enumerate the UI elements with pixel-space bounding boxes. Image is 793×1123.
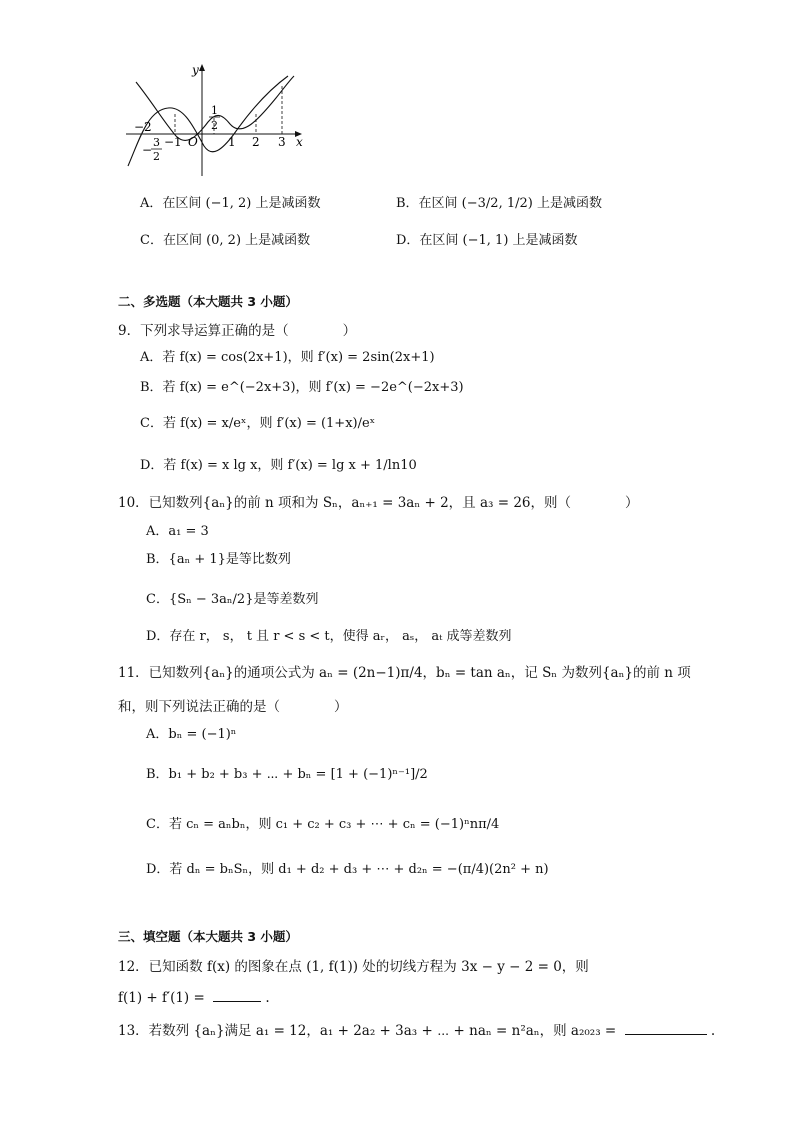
q10-option-d: D．存在 r， s， t 且 r < s < t，使得 aᵣ， aₛ， aₜ 成等差数列 [146,629,512,644]
q11-option-c: C．若 cₙ = aₙbₙ，则 c₁ + c₂ + c₃ + ⋯ + cₙ = (−1)ⁿnπ/4 [146,817,500,832]
q12-period: . [265,990,270,1006]
section-heading-multiple-choice: 二、多选题（本大题共 3 小题） [118,294,298,309]
q11-option-d: D．若 dₙ = bₙSₙ，则 d₁ + d₂ + d₃ + ⋯ + d₂ₙ = −(π/4)(2n² + n) [146,862,549,877]
frac-half-num: 1 [211,104,218,117]
y-axis-label: y [192,63,199,77]
q13-period: . [710,1023,716,1039]
q8-option-b: B．在区间 (−3/2, 1/2) 上是减函数 [396,196,602,211]
frac-neg32-sign: − [142,143,153,157]
q13-answer-blank[interactable] [625,1022,707,1035]
q10-option-b: B．{aₙ + 1}是等比数列 [146,552,291,567]
q10-stem: 10．已知数列{aₙ}的前 n 项和为 Sₙ，aₙ₊₁ = 3aₙ + 2，且 a₃ = 26，则（ ） [118,495,639,511]
q10-option-a: A．a₁ = 3 [146,524,209,539]
tick-3: 3 [278,135,286,149]
q11-option-a: A．bₙ = (−1)ⁿ [146,727,237,742]
frac-neg32-num: 3 [153,136,160,149]
q13-expression: 13．若数列 {aₙ}满足 a₁ = 12，a₁ + 2a₂ + 3a₃ + ⋯ + naₙ = n²aₙ，则 a₂₀₂₃ = [118,1023,617,1039]
tick-neg1: −1 [164,135,182,149]
q9-option-d: D．若 f(x) = x lg x，则 f′(x) = lg x + 1/ln10 [140,458,417,473]
tick-1: 1 [228,135,236,149]
q11-option-b: B．b₁ + b₂ + b₃ + ⋯ + bₙ = [1 + (−1)ⁿ⁻¹]/2 [146,767,428,782]
q13-line1 [118,1022,715,1040]
q8-option-c: C．在区间 (0, 2) 上是减函数 [140,233,311,248]
tick-2: 2 [252,135,260,149]
q9-option-a: A．若 f(x) = cos(2x+1)，则 f′(x) = 2sin(2x+1) [140,350,435,365]
q8-option-d: D．在区间 (−1, 1) 上是减函数 [396,233,578,248]
origin-label: O [188,135,198,149]
q9-option-b: B．若 f(x) = e^(−2x+3)，则 f′(x) = −2e^(−2x+3) [140,380,464,395]
section-heading-fill-in: 三、填空题（本大题共 3 小题） [118,929,298,944]
x-axis-label: x [296,135,303,149]
y-axis-arrow-icon [199,64,205,71]
q12-line1: 12．已知函数 f(x) 的图象在点 (1, f(1)) 处的切线方程为 3x − y − 2 = 0，则 [118,959,589,975]
tick-neg2: −2 [134,120,152,134]
frac-half-den: 2 [211,119,218,132]
q12-line2 [118,989,270,1007]
q10-option-c: C．{Sₙ − 3aₙ/2}是等差数列 [146,592,319,607]
q11-stem-line1: 11．已知数列{aₙ}的通项公式为 aₙ = (2n−1)π/4，bₙ = tan aₙ，记 Sₙ 为数列{aₙ}的前 n 项 [118,665,691,681]
q12-expression: f(1) + f′(1) = [118,990,205,1006]
q9-stem: 9．下列求导运算正确的是（ ） [118,323,357,339]
q12-answer-blank[interactable] [213,989,261,1002]
q11-stem-line2: 和，则下列说法正确的是（ ） [118,699,348,715]
q9-option-c: C．若 f(x) = x/eˣ，则 f′(x) = (1+x)/eˣ [140,416,376,431]
function-graph [118,58,310,180]
frac-neg32-den: 2 [153,150,160,163]
q8-option-a: A．在区间 (−1, 2) 上是减函数 [140,196,321,211]
